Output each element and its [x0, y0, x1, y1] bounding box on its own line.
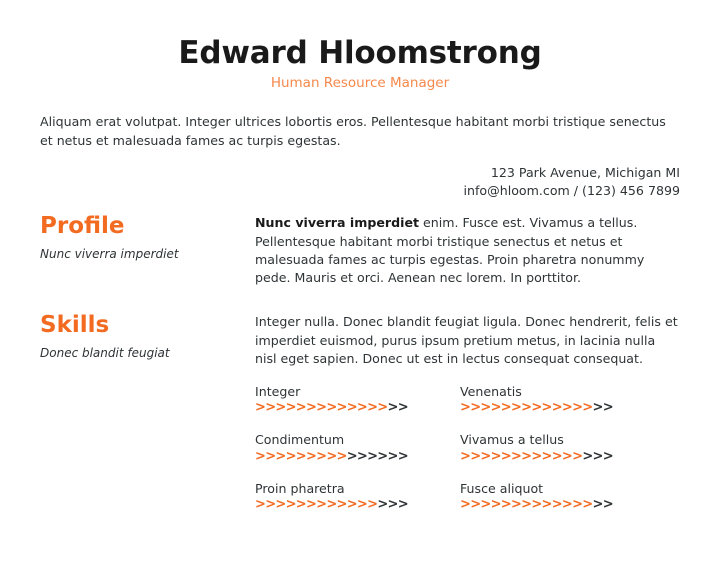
profile-body [255, 214, 680, 287]
skills-subtitle: Donec blandit feugiat [40, 345, 170, 360]
skill-label: Condimentum [255, 432, 345, 448]
skill-label: Vivamus a tellus [460, 432, 564, 448]
section-skills [40, 311, 680, 513]
skill-rating-bar [460, 498, 680, 513]
skill-rating-filled: >>>>>>>>>>>>> [460, 496, 593, 512]
skill-rating-filled: >>>>>>>>>>>>> [255, 400, 388, 416]
skills-rating-grid [255, 384, 680, 513]
skill-item [255, 481, 460, 513]
profile-heading: Profile [40, 213, 125, 240]
contact-email-phone: info@hloom.com / (123) 456 7899 [463, 183, 680, 199]
profile-left-column [40, 212, 255, 262]
intro-paragraph: Aliquam erat volutpat. Integer ultrices lobortis eros. Pellentesque habitant morbi tristique senectus et netus et malesuada fames ac turpis egestas. [40, 114, 666, 148]
resume-header [40, 0, 680, 91]
candidate-name: Edward Hloomstrong [178, 35, 542, 71]
profile-body-rest: enim. Fusce est. Vivamus a tellus. Pellentesque habitant morbi tristique senectus et netus et malesuada fames ac turpis egestas. Proin pharetra nonummy pede. Mauris et orci. Aenean nec lorem. In porttitor. [255, 215, 645, 286]
skill-rating-filled: >>>>>>>>>>>> [255, 496, 378, 512]
skills-left-column [40, 311, 255, 361]
skill-rating-empty: >> [592, 496, 613, 512]
skill-label: Integer [255, 384, 301, 400]
skill-label: Proin pharetra [255, 480, 345, 496]
skill-rating-filled: >>>>>>>>>>>> [460, 448, 583, 464]
profile-body-bold-lead: Nunc viverra imperdiet [255, 215, 420, 231]
profile-right-column [255, 212, 680, 287]
skill-item [460, 481, 680, 513]
skill-rating-bar [255, 450, 460, 465]
contact-block [40, 164, 680, 201]
skill-rating-filled: >>>>>>>>> [255, 448, 347, 464]
skill-label: Fusce aliquot [460, 480, 544, 496]
candidate-job-title: Human Resource Manager [270, 75, 450, 92]
skill-rating-bar [460, 401, 680, 416]
skill-rating-bar [255, 401, 460, 416]
skill-rating-empty: >>>>>> [346, 448, 408, 464]
skill-rating-empty: >> [387, 400, 408, 416]
profile-subtitle: Nunc viverra imperdiet [40, 246, 179, 261]
skill-item [255, 384, 460, 416]
skill-item [460, 432, 680, 464]
skill-rating-bar [255, 498, 460, 513]
skills-right-column [255, 311, 680, 513]
skill-item [255, 432, 460, 464]
skill-rating-empty: >>> [582, 448, 613, 464]
skill-rating-empty: >> [592, 400, 613, 416]
skill-rating-empty: >>> [377, 496, 408, 512]
skills-heading: Skills [40, 312, 110, 339]
section-profile [40, 212, 680, 287]
skills-intro: Integer nulla. Donec blandit feugiat ligula. Donec hendrerit, felis et imperdiet euismod, purus ipsum pretium metus, in lacinia nulla nisl eget sapien. Donec ut est in lectus consequat consequat. [255, 314, 678, 366]
skill-rating-bar [460, 450, 680, 465]
skill-label: Venenatis [460, 384, 522, 400]
skill-item [460, 384, 680, 416]
contact-address: 123 Park Avenue, Michigan MI [490, 164, 680, 180]
skill-rating-filled: >>>>>>>>>>>>> [460, 400, 593, 416]
